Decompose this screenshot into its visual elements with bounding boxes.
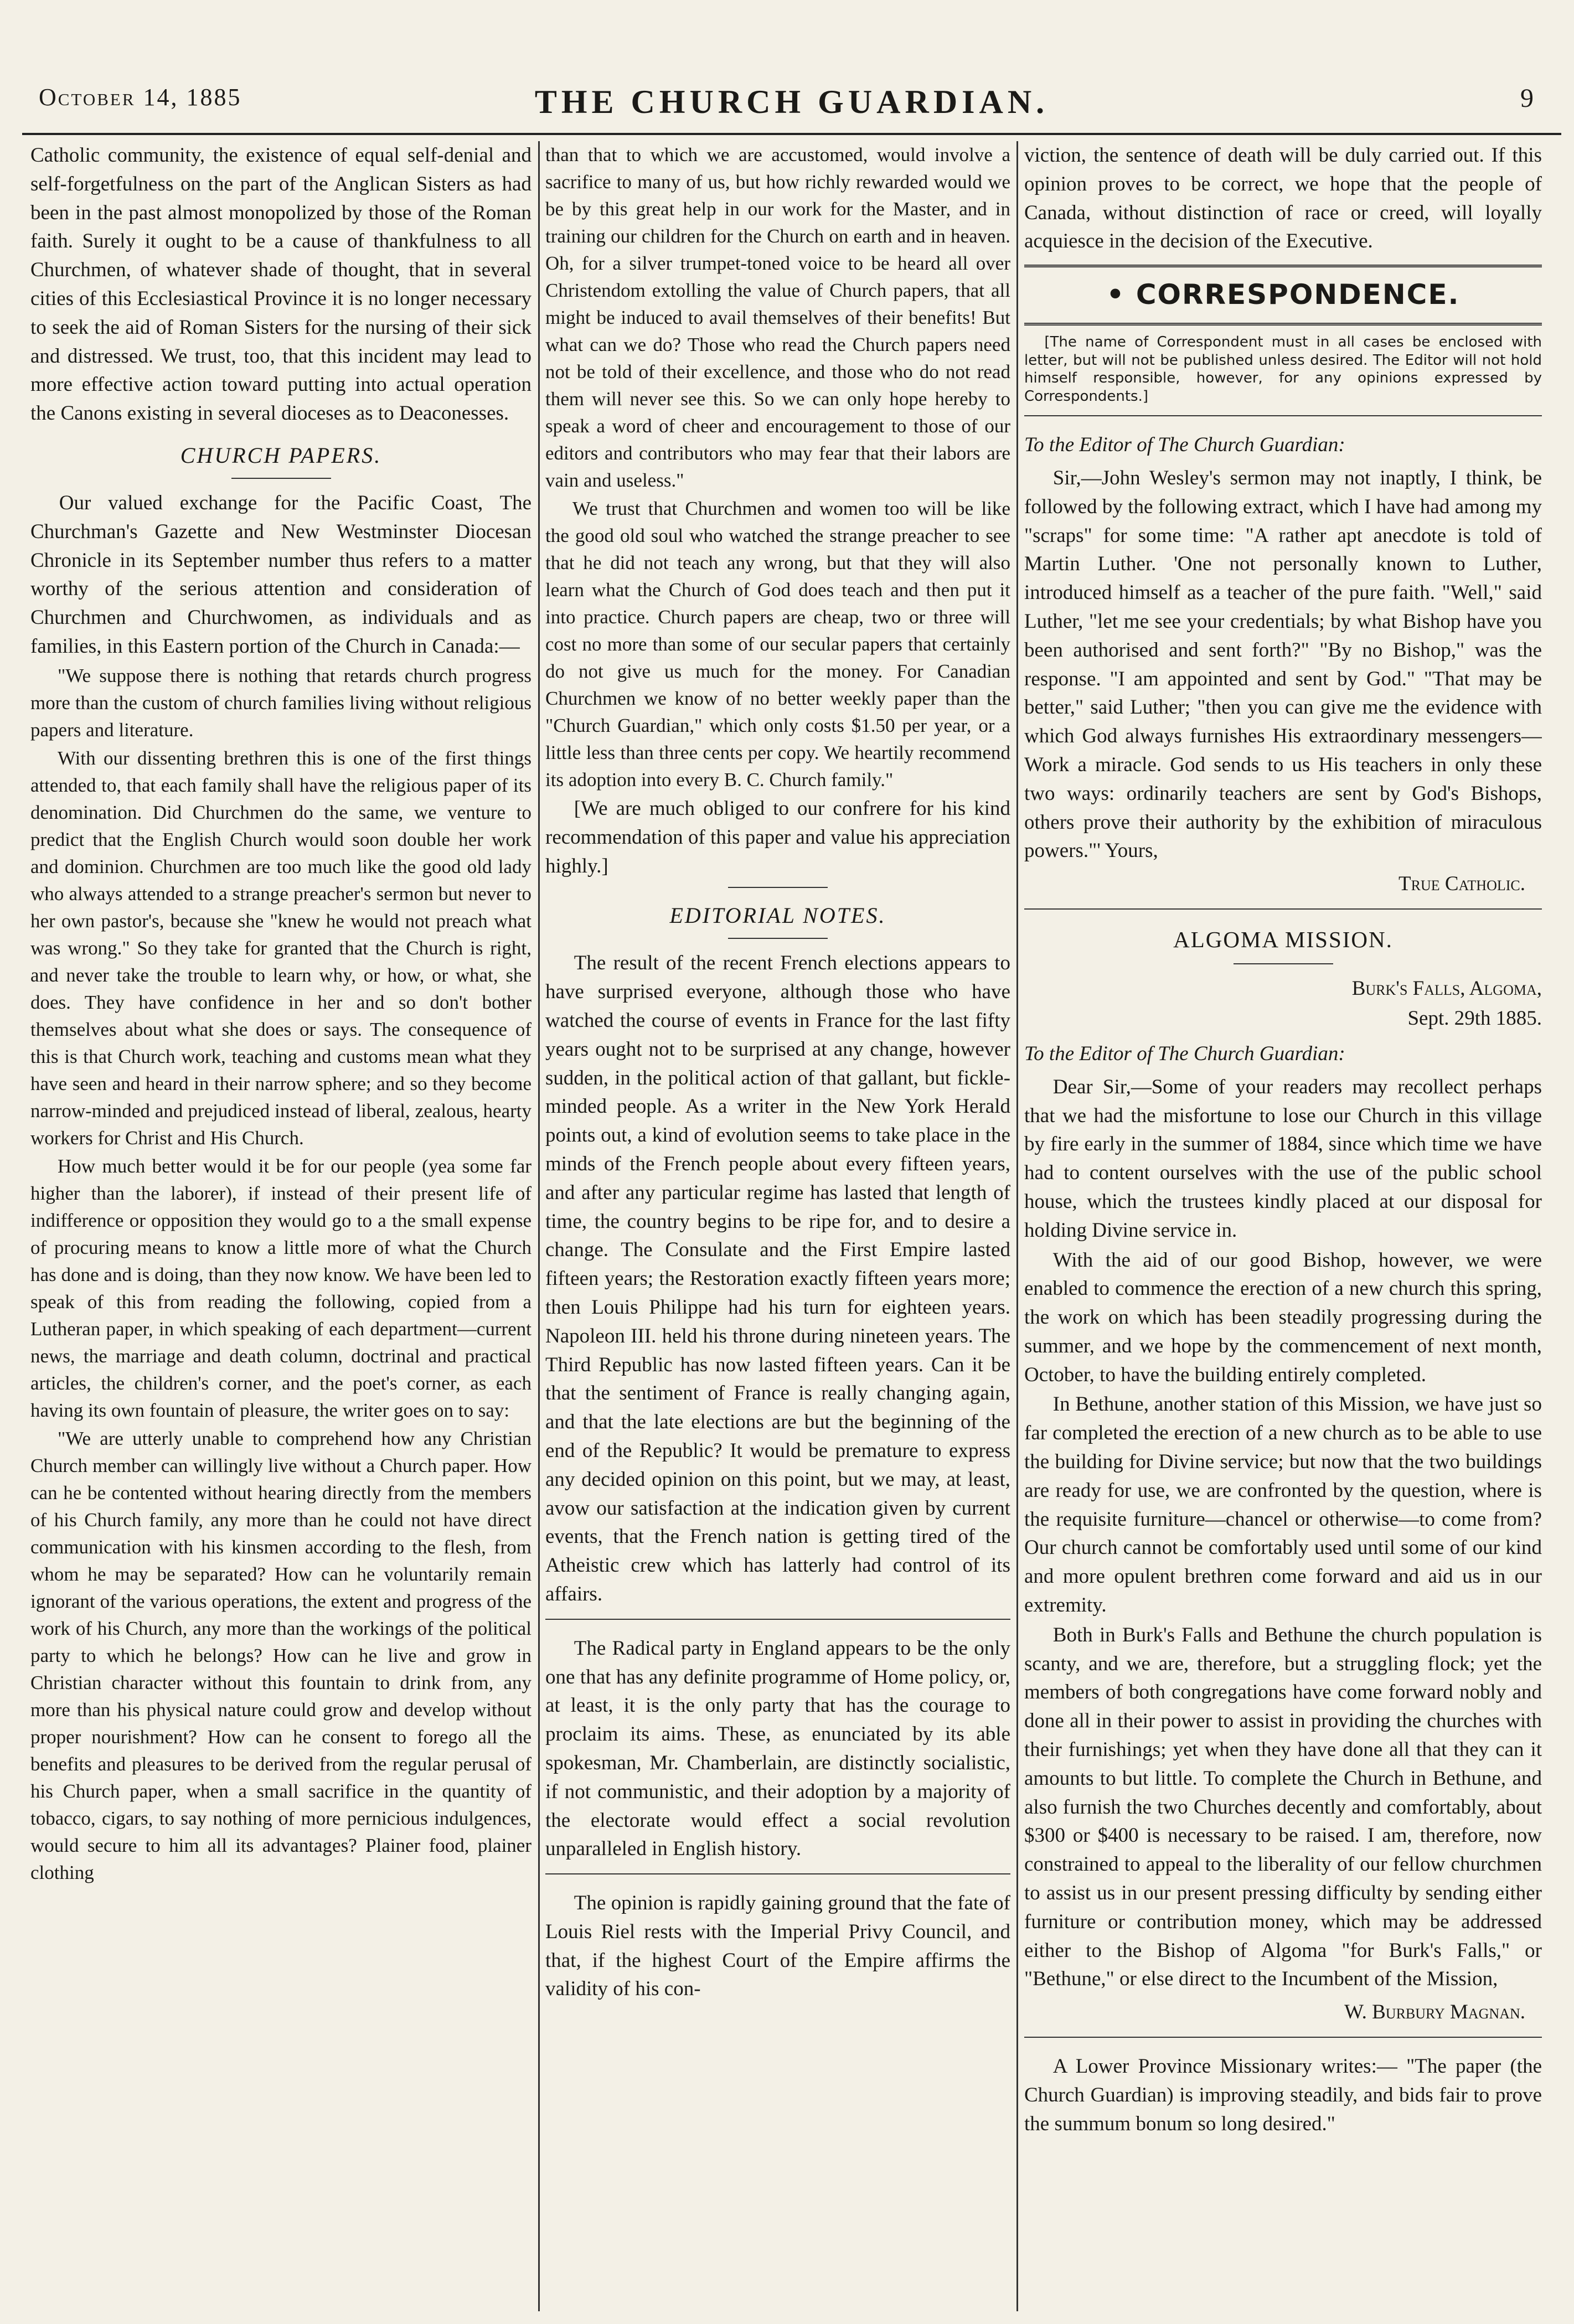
quoted-paragraph: than that to which we are accustomed, would involve a sacrifice to many of us, but how richly rewarded would we be by this great help in our work for the Master, and in training our children for the Church on earth and in heaven. Oh, for a silver trumpet-toned voice to be heard all over Christendom extolling the value of Church papers, that all might be induced to avail themselves of their benefits! But what can we do? Those who read the Church papers need not be told of their excellence, and those who do not read them will never see this. So we can only hope hereby to speak a word of cheer and encouragement to those of our editors and contributors who may fear that their labors are vain and useless." xyxy=(545,144,1010,491)
issue-date: October 14, 1885 xyxy=(39,84,242,111)
section-heading-correspondence: • CORRESPONDENCE. xyxy=(1106,278,1460,311)
article-paragraph: The Radical party in England appears to be the only one that has any definite programme of Home policy, or, at least, it is the only party that has the courage to proclaim its aims. These, as enunciated by its able spokesman, Mr. Chamberlain, are distinctly socialistic, if not communistic, and their adoption by a majority of the electorate would effect a social revolution unparalleled in English history. xyxy=(545,1636,1010,1861)
section-heading-editorial-notes: EDITORIAL NOTES. xyxy=(669,903,886,928)
letter-body: Dear Sir,—Some of your readers may recollect perhaps that we had the misfortune to lose our Church in this village by fire early in the summer of 1884, since which time we have had to content ourselves with the use of the public school house, which the trustees kindly placed at our disposal for holding Divine service in. xyxy=(1024,1075,1542,1242)
divider xyxy=(545,1619,1010,1620)
column-2 xyxy=(545,141,1010,2311)
divider xyxy=(1234,963,1333,964)
letter-body: Both in Burk's Falls and Bethune the church population is scanty, and we are, therefore, but a struggling flock; yet the members of both congregations have come forward nobly and done all in their power to assist in providing the churches with their furnishings; yet when they have done all that they can it amounts to but little. To complete the Church in Bethune, and also furnish the two Churches decently and comfortably, about $300 or $400 is necessary to be raised. I am, therefore, now constrained to appeal to the liberality of our fellow churchmen to assist us in our present pressing difficulty by sending either furniture or contribution money, which may be addressed either to the Bishop of Algoma "for Burk's Falls," or "Bethune," or else direct to the Incumbent of the Mission, xyxy=(1024,1623,1542,1991)
letter-body: In Bethune, another station of this Mission, we have just so far completed the erection of a new church as to be able to use the building for Divine service; but now that the two buildings are ready for use, we are confronted by the question, where is the requisite furniture—chancel or otherwise—to come from? Our church cannot be comfortably used until some of our kind and more opulent brethren come forward and aid us in our extremity. xyxy=(1024,1393,1542,1617)
quoted-paragraph: How much better would it be for our people (yea some far higher than the laborer), if instead of their present life of indifference or opposition they would go to a the small expense of procuring means to know a little more of what the Church has done and is doing, than they now know. We have been led to speak of this from reading the following, copied from a Lutheran paper, in which speaking of each department—current news, the marriage and death column, doctrinal and practical articles, the children's corner, and the poet's corner, as each having its own fountain of pleasure, the writer goes on to say: xyxy=(30,1155,531,1421)
divider xyxy=(1024,2037,1542,2038)
letter-dateline-date: Sept. 29th 1885. xyxy=(1407,1007,1542,1030)
quoted-paragraph: "We suppose there is nothing that retards church progress more than the custom of church families living without religious papers and literature. xyxy=(30,664,531,741)
masthead-title: THE CHURCH GUARDIAN. xyxy=(534,84,1049,120)
article-paragraph: Our valued exchange for the Pacific Coast, The Churchman's Gazette and New Westminster Diocesan Chronicle in its September number thus refers to a matter worthy of the serious attention and consideration of Churchmen and Churchwomen, as individuals and as families, in this Eastern portion of the Church in Canada:— xyxy=(30,491,531,658)
divider xyxy=(1024,415,1542,416)
letter-signature: True Catholic. xyxy=(1398,872,1525,896)
column-1 xyxy=(30,141,531,2311)
letter-salutation: To the Editor of The Church Guardian: xyxy=(1024,433,1345,457)
quoted-paragraph: We trust that Churchmen and women too will be like the good old soul who watched the strange preacher to see that he did not teach any wrong, but that they will also learn what the Church of God does teach and then put it into practice. Church papers are cheap, two or three will cost no more than some of our secular papers that certainly do not give us much for the money. For Canadian Churchmen we know of no better weekly paper than the "Church Guardian," which only costs $1.50 per year, or a little less than three cents per copy. We heartily recommend its adoption into every B. C. Church family." xyxy=(545,498,1010,791)
article-paragraph: [We are much obliged to our confrere for his kind recommendation of this paper and value his appreciation highly.] xyxy=(545,797,1010,877)
divider xyxy=(231,478,331,479)
column-divider xyxy=(1016,141,1018,2311)
letter-signature: W. Burbury Magnan. xyxy=(1344,2001,1525,2024)
column-3 xyxy=(1024,141,1542,2311)
divider xyxy=(728,887,828,888)
column-divider xyxy=(538,141,540,2311)
quoted-paragraph: With our dissenting brethren this is one of the first things attended to, that each family shall have the religious paper of its denomination. Did Churchmen do the same, we venture to predict that the English Church would soon double her work and dominion. Churchmen are too much like the good old lady who always attended to a strange preacher's sermon but never to her own pastor's, because she "knew he would not preach what was wrong." So they take for granted that the Church is right, and never take the trouble to learn why, or how, or what, she does. They have confidence in her and so don't bother themselves about what she does or says. The consequence of this is that Church work, teaching and customs mean what they have seen and heard in their narrow sphere; and so they become narrow-minded and prejudiced instead of liberal, zealous, hearty workers for Christ and His Church. xyxy=(30,747,531,1149)
article-paragraph: Catholic community, the existence of equal self-denial and self-forgetfulness on the part of the Anglican Sisters as had been in the past almost monopolized by those of the Roman faith. Surely it ought to be a cause of thankfulness to all Churchmen, of whatever shade of thought, that in several cities of this Ecclesiastical Province it is no longer necessary to seek the aid of Roman Sisters for the nursing of their sick and distressed. We trust, too, that this incident may lead to more effective action toward putting into actual operation the Canons existing in several dioceses as to Deaconesses. xyxy=(30,144,531,425)
page-number: 9 xyxy=(1520,84,1534,113)
correspondence-notice: [The name of Correspondent must in all cases be enclosed with letter, but will not be published unless desired. The Editor will not hold himself responsible, however, for any opinions expressed by Correspondents.] xyxy=(1024,334,1542,405)
quoted-paragraph: "We are utterly unable to comprehend how any Christian Church member can willingly live without a Church paper. How can he be contented without hearing directly from the members of his Church family, any more than he could not have direct communication with his kinsmen according to the flesh, from whom he may be separated? How can he voluntarily remain ignorant of the various operations, the extent and progress of the work of his Church, any more than the workings of the political party to which he belongs? How can he live and grow in Christian character without this fountain to drink from, any more than his physical nature could grow and develop without proper nourishment? How can he consent to forego all the benefits and pleasures to be derived from the regular perusal of his Church paper, when a small sacrifice in the quantity of tobacco, cigars, to say nothing of more pernicious indulgences, would secure to him all its advantages? Plainer food, plainer clothing xyxy=(30,1427,531,1883)
section-heading-algoma-mission: ALGOMA MISSION. xyxy=(1173,926,1393,952)
article-paragraph: The opinion is rapidly gaining ground that the fate of Louis Riel rests with the Imperial Privy Council, and that, if the highest Court of the Empire affirms the validity of his con- xyxy=(545,1892,1010,2001)
divider xyxy=(545,1873,1010,1874)
divider xyxy=(1024,265,1542,267)
divider xyxy=(728,938,828,939)
page-header xyxy=(22,83,1561,127)
header-rule xyxy=(22,133,1561,135)
article-paragraph: A Lower Province Missionary writes:— "The paper (the Church Guardian) is improving steadily, and bids fair to prove the summum bonum so long desired." xyxy=(1024,2055,1542,2135)
divider xyxy=(1024,323,1542,326)
letter-salutation: To the Editor of The Church Guardian: xyxy=(1024,1042,1345,1065)
article-paragraph: viction, the sentence of death will be duly carried out. If this opinion proves to be correct, we hope that the people of Canada, without distinction of race or creed, will loyally acquiesce in the decision of the Executive. xyxy=(1024,144,1542,253)
letter-body: With the aid of our good Bishop, however, we were enabled to commence the erection of a new church this spring, the work on which has been steadily progressing during the summer, and we hope by the commencement of next month, October, to have the building entirely completed. xyxy=(1024,1248,1542,1386)
article-paragraph: The result of the recent French elections appears to have surprised everyone, although those who have watched the course of events in France for the last fifty years ought not to be surprised at any change, however sudden, in the political action of that gallant, but fickle-minded people. As a writer in the New York Herald points out, a kind of evolution seems to take place in the minds of the French people about every fifteen years, and after any particular regime has lasted that length of time, the country begins to be ripe for, and to desire a change. The Consulate and the First Empire lasted fifteen years; the Restoration exactly fifteen years more; then Louis Philippe had his turn for eighteen years. Napoleon III. held his throne during nineteen years. The Third Republic has now lasted fifteen years. Can it be that the sentiment of France is really changing again, and that the late elections are but the beginning of the end of the Republic? It would be premature to express any decided opinion on this point, but we may, at least, avow our satisfaction at the indication given by current events, that the French nation is getting tired of the Atheistic crew which has latterly had control of its affairs. xyxy=(545,952,1010,1605)
divider xyxy=(1024,908,1542,910)
section-heading-church-papers: CHURCH PAPERS. xyxy=(180,442,382,468)
letter-body: Sir,—John Wesley's sermon may not inaptly, I think, be followed by the following extract, which I have had among my "scraps" for some time: "A rather apt anecdote is told of Martin Luther. 'One not personally known to Luther, introduced himself as a teacher of the pure faith. "Well," said Luther, "let me see your credentials; by what Bishop have you been authorised and sent forth?" "By no Bishop," was the response. "I am appointed and sent by God." "That may be better," said Luther; "then you can give me the evidence with which God always furnishes His extraordinary messengers—Work a miracle. God sends to us His teachers in only these two ways: ordinarily teachers are sent by God's Bishops, others prove their authority by the exhibition of miraculous powers."' Yours, xyxy=(1024,466,1542,863)
letter-dateline-place: Burk's Falls, Algoma, xyxy=(1351,977,1542,1000)
